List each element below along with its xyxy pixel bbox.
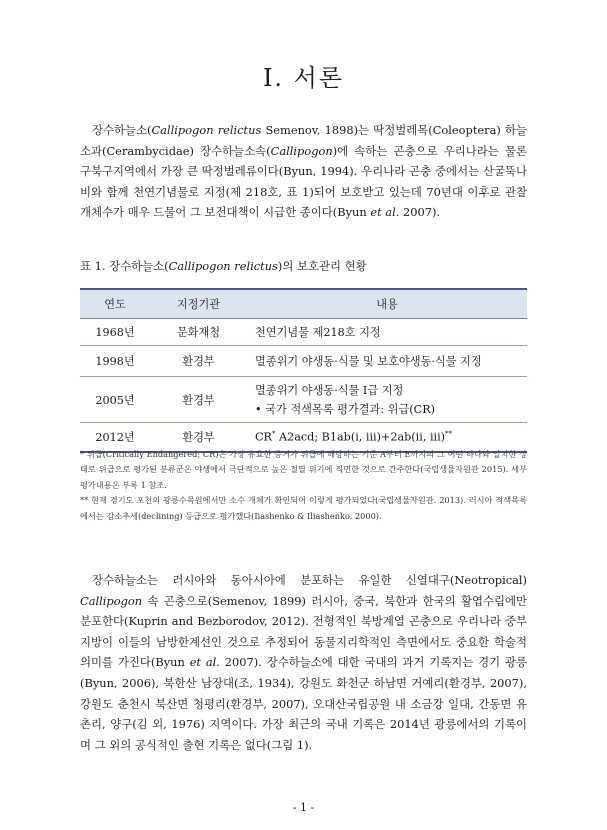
text-run: Semenov, 1898)는 딱정벌레목(Coleoptera) 하늘소과(Cerambycidae) 장수하늘소속( xyxy=(80,123,527,158)
table-row xyxy=(80,346,527,377)
table-caption-species: Callipogon relictus xyxy=(168,259,278,273)
table-row xyxy=(80,319,527,346)
table-row xyxy=(80,377,527,423)
cell-year: 1968년 xyxy=(80,319,150,346)
cell-content xyxy=(247,377,527,423)
table-footnotes xyxy=(80,447,527,524)
footnote-1: * 위급(Critically Endangered; CR)은 가장 유효한 증거가 위급에 해당하는 기준 A부터 E까지의 그 어떤 하나와 일치한 상태로 위급으로 평가된 분류군은 야생에서 극단적으로 높은 절멸 위기에 직면한 것으로 간주한다(국립생물자원관 2015). 세부 평가내용은 부록 1 참조. xyxy=(80,449,527,490)
italic-term: Callipogon relictus xyxy=(151,123,262,137)
cell-year: 2005년 xyxy=(80,377,150,423)
italic-term: et al. xyxy=(370,205,400,220)
italic-term: et al. xyxy=(189,655,220,670)
intro-paragraph xyxy=(80,120,527,223)
table-caption-prefix: 표 1. 장수하늘소( xyxy=(80,259,169,273)
cell-content: 멸종위기 야생동·식물 및 보호야생동·식물 지정 xyxy=(247,346,527,377)
cell-agency: 환경부 xyxy=(150,346,247,377)
header-content: 내용 xyxy=(247,289,527,319)
text-run: 장수하늘소는 러시아와 동아시아에 분포하는 유일한 신열대구(Neotropical) xyxy=(92,573,527,587)
cell-year: 2012년 xyxy=(80,423,150,452)
text-run: 2007). xyxy=(399,205,441,220)
table-caption-suffix: )의 보호관리 현황 xyxy=(277,259,367,273)
table-header-row xyxy=(80,289,527,319)
content-line: 멸종위기 야생동·식물 Ⅰ급 지정 xyxy=(255,384,404,397)
text-run: )에 속하는 곤충으로 우리나라는 물론 구북구지역에서 가장 큰 딱정벌레류이다(Byun, 1994). 우리나라 곤충 중에서는 산굴뚝나비와 함께 천연기념물로 지정(제 218호, 표 1)되어 보호받고 있는데 70년대 이후로 관찰개체수가 매우 드물어 그 보전대책이 시급한 종이다(Byun xyxy=(80,143,527,220)
protection-status-table xyxy=(80,288,527,453)
cr-footnote-mark: * xyxy=(271,429,276,438)
header-year: 연도 xyxy=(80,289,150,319)
distribution-paragraph xyxy=(80,570,527,755)
cr-label: CR xyxy=(255,430,272,444)
cell-content: 천연기념물 제218호 지정 xyxy=(247,319,527,346)
criteria-footnote-mark: ** xyxy=(445,429,453,438)
page-number: - 1 - xyxy=(292,801,315,814)
content-line: • 국가 적색목록 평가결과: 위급(CR) xyxy=(255,403,435,416)
cell-agency: 환경부 xyxy=(150,377,247,423)
section-title: Ⅰ. 서론 xyxy=(262,64,345,92)
cr-criteria: A2acd; B1ab(i, iii)+2ab(ii, iii) xyxy=(275,430,446,444)
footnote-2: ** 현재 경기도 포천의 광릉수목원에서만 소수 개체가 확인되어 이렇게 평가되었다(국립생물자원관. 2013). 러시아 적색목록에서는 감소추세(declining) 등급으로 평가했다(Iiashenko & Iliashenko. 2000). xyxy=(80,495,527,521)
header-agency: 지정기관 xyxy=(150,289,247,319)
cell-agency: 문화재청 xyxy=(150,319,247,346)
cell-agency: 환경부 xyxy=(150,423,247,452)
italic-term: Callipogon xyxy=(80,593,143,608)
table-caption xyxy=(80,258,527,274)
text-run: 속 곤충으로(Semenov, 1899) 러시아, 중국, 북한과 한국의 활엽수림에만 분포한다(Kuprin and Bezborodov, 2012). 전형적인 북방계열 곤충으로 우리나라 중부지방이 이들의 남방한계선인 것으로 추정되어 동물지리학적인 측면에서도 중요한 학술적 의미를 가진다(Byun xyxy=(80,593,527,670)
italic-term: Callipogon xyxy=(270,143,333,158)
cell-year: 1998년 xyxy=(80,346,150,377)
text-run: 2007). 장수하늘소에 대한 국내의 과거 기록지는 경기 광릉(Byun, 2006), 북한산 남장대(조, 1934), 강원도 화천군 하남면 거예리(환경부, 2007), 강원도 춘천시 북산면 청평리(환경부, 2007), 오대산국립공원 내 소금강 일대, 간동면 유촌리, 양구(김 외, 1976) 지역이다. 가장 최근의 국내 기록은 2014년 광릉에서의 기록이며 그 외의 공식적인 출현 기록은 없다(그림 1). xyxy=(80,655,528,752)
text-run: 장수하늘소( xyxy=(92,123,152,137)
